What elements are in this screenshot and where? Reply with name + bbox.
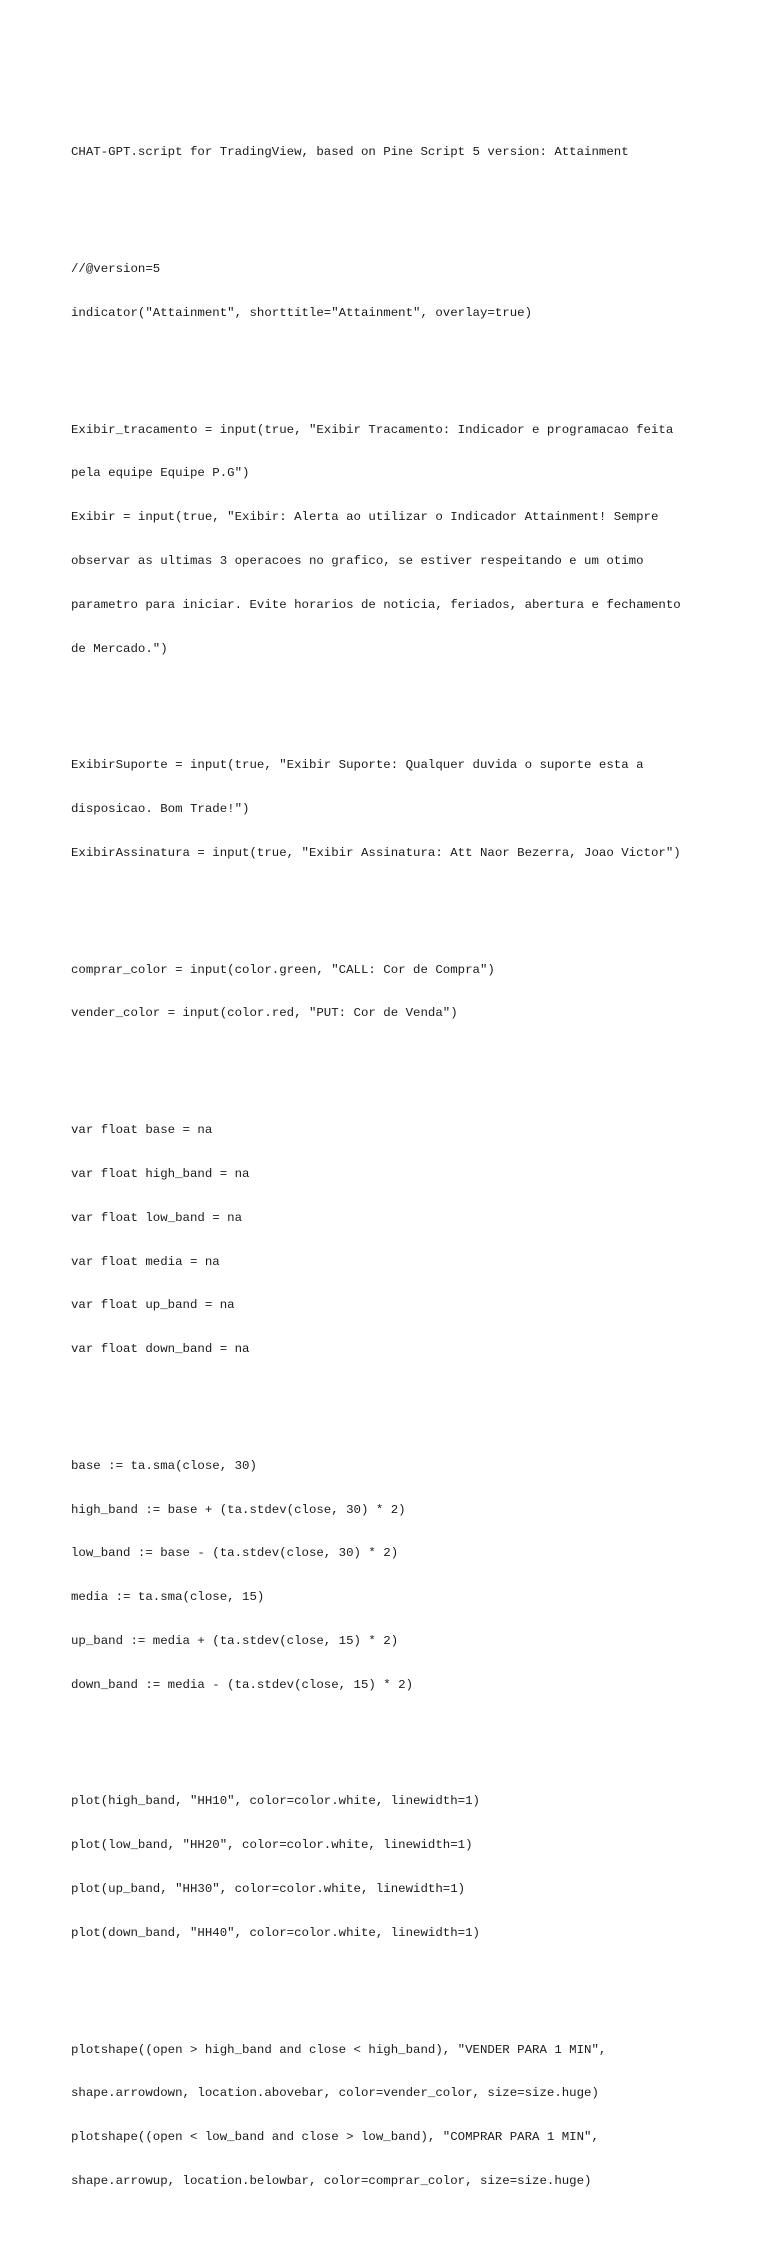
code-line: disposicao. Bom Trade!") [71, 802, 250, 817]
code-line: shape.arrowdown, location.abovebar, color=vender_color, size=size.huge) [71, 2086, 599, 2101]
code-line: media := ta.sma(close, 15) [71, 1590, 265, 1605]
code-line: plot(high_band, "HH10", color=color.white, linewidth=1) [71, 1794, 480, 1809]
code-line: plot(low_band, "HH20", color=color.white, linewidth=1) [71, 1838, 473, 1853]
title-block [71, 116, 731, 189]
code-line: base := ta.sma(close, 30) [71, 1458, 257, 1473]
calculation-block [71, 1430, 731, 1722]
code-line: var float base = na [71, 1123, 213, 1138]
code-line: shape.arrowup, location.belowbar, color=comprar_color, size=size.huge) [71, 2173, 592, 2188]
colors-block [71, 933, 731, 1050]
code-line: Exibir_tracamento = input(true, "Exibir Tracamento: Indicador e programacao feita [71, 422, 674, 437]
code-line: var float media = na [71, 1254, 220, 1269]
code-line: vender_color = input(color.red, "PUT: Cor de Venda") [71, 1006, 458, 1021]
code-line: observar as ultimas 3 operacoes no grafico, se estiver respeitando e um otimo [71, 554, 644, 568]
inputs-block [71, 393, 731, 685]
code-line: plot(up_band, "HH30", color=color.white, linewidth=1) [71, 1882, 466, 1897]
code-listing [71, 87, 731, 2247]
code-line: low_band := base - (ta.stdev(close, 30) * 2) [71, 1546, 399, 1561]
plot-block [71, 1765, 731, 1969]
code-line: //@version=5 [71, 262, 161, 277]
plotshape-block [71, 2013, 731, 2217]
code-line: parametro para iniciar. Evite horarios de noticia, feriados, abertura e fechamento [71, 597, 681, 612]
code-line: up_band := media + (ta.stdev(close, 15) * 2) [71, 1633, 399, 1648]
code-line: ExibirSuporte = input(true, "Exibir Suporte: Qualquer duvida o suporte esta a [71, 758, 644, 773]
code-line: var float high_band = na [71, 1166, 250, 1181]
version-block [71, 233, 731, 350]
variables-block [71, 1094, 731, 1386]
code-line: plot(down_band, "HH40", color=color.white, linewidth=1) [71, 1925, 480, 1940]
code-line: indicator("Attainment", shorttitle="Attainment", overlay=true) [71, 305, 533, 320]
code-line: down_band := media - (ta.stdev(close, 15) * 2) [71, 1677, 414, 1692]
code-line: pela equipe Equipe P.G") [71, 466, 250, 481]
support-block [71, 729, 731, 890]
code-line: plotshape((open < low_band and close > low_band), "COMPRAR PARA 1 MIN", [71, 2130, 599, 2145]
code-line: var float down_band = na [71, 1342, 250, 1357]
code-line: ExibirAssinatura = input(true, "Exibir Assinatura: Att Naor Bezerra, Joao Victor") [71, 845, 681, 860]
code-line: comprar_color = input(color.green, "CALL: Cor de Compra") [71, 962, 495, 977]
code-line: Exibir = input(true, "Exibir: Alerta ao utilizar o Indicador Attainment! Sempre [71, 510, 659, 525]
code-line: plotshape((open > high_band and close < high_band), "VENDER PARA 1 MIN", [71, 2042, 607, 2057]
code-line: de Mercado.") [71, 641, 168, 656]
code-line: var float up_band = na [71, 1298, 235, 1313]
code-line: high_band := base + (ta.stdev(close, 30) * 2) [71, 1502, 406, 1517]
code-line: var float low_band = na [71, 1210, 243, 1225]
code-line: CHAT-GPT.script for TradingView, based on Pine Script 5 version: Attainment [71, 145, 629, 160]
